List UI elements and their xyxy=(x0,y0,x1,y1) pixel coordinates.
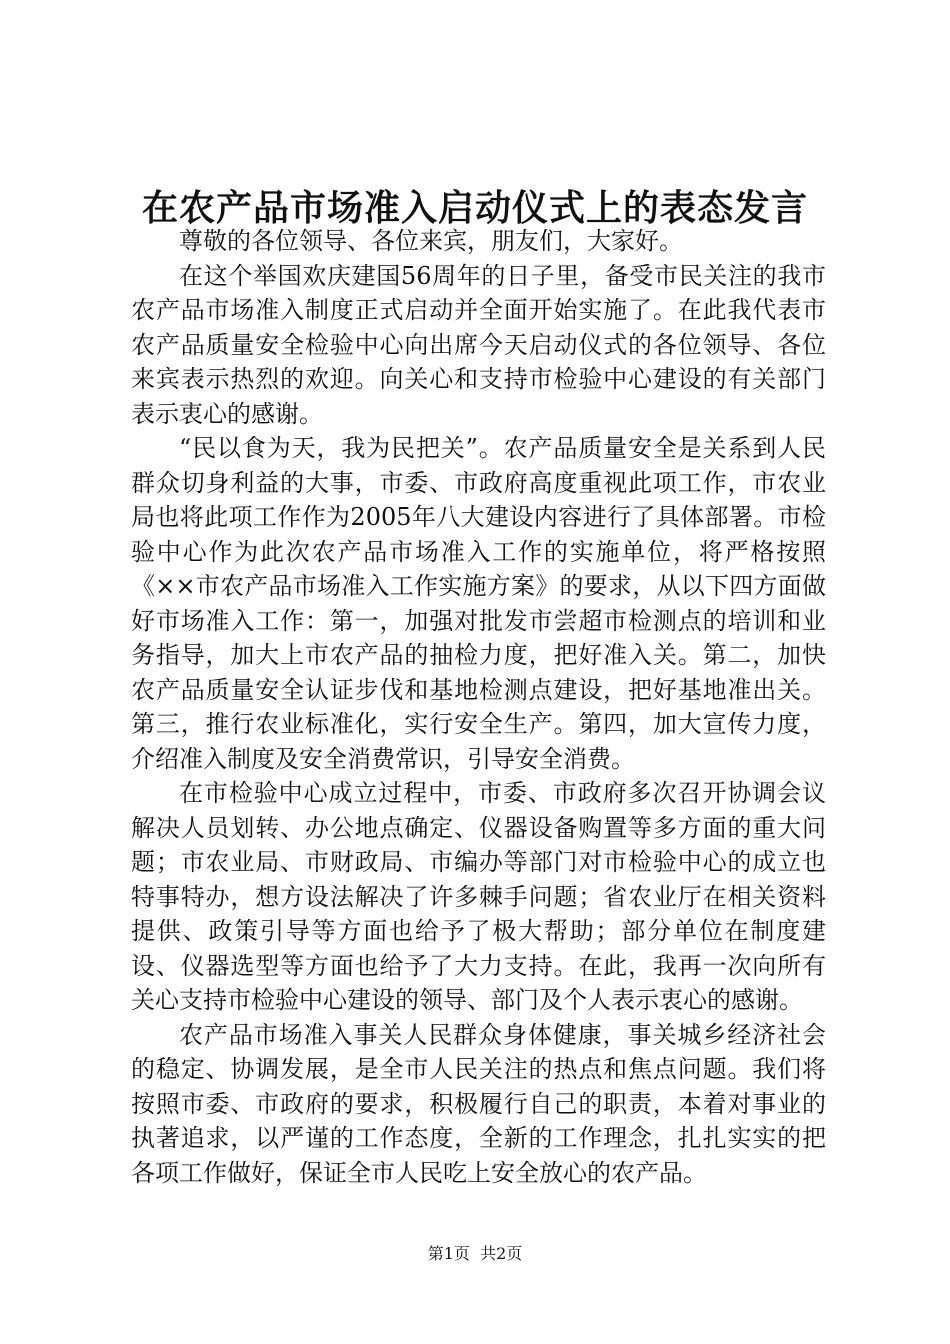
paragraph: 农产品市场准入事关人民群众身体健康，事关城乡经济社会的稳定、协调发展，是全市人民关注的热点和焦点问题。我们将按照市委、市政府的要求，积极履行自己的职责，本着对事业的执著追求，以严谨的工作态度，全新的工作理念，扎扎实实的把各项工作做好，保证全市人民吃上安全放心的农产品。 xyxy=(131,1020,826,1187)
page-number: 第1页 共2页 xyxy=(427,1244,523,1263)
paragraph: “民以食为天，我为民把关”。农产品质量安全是关系到人民群众切身利益的大事，市委、市政府高度重视此项工作，市农业局也将此项工作作为2005年八大建设内容进行了具体部署。市检验中心作为此次农产品市场准入工作的实施单位，将严格按照《××市农产品市场准入工作实施方案》的要求，从以下四方面做好市场准入工作：第一，加强对批发市尝超市检测点的培训和业务指导，加大上市农产品的抽检力度，把好准入关。第二，加快农产品质量安全认证步伐和基地检测点建设，把好基地准出关。第三，推行农业标准化，实行安全生产。第四，加大宣传力度，介绍准入制度及安全消费常识，引导安全消费。 xyxy=(131,434,826,773)
document-body xyxy=(131,224,826,1190)
paragraph-greeting: 尊敬的各位领导、各位来宾，朋友们，大家好。 xyxy=(179,227,683,255)
paragraph: 在这个举国欢庆建国56周年的日子里，备受市民关注的我市农产品市场准入制度正式启动并全面开始实施了。在此我代表市农产品质量安全检验中心向出席今天启动仪式的各位领导、各位来宾表示热烈的欢迎。向关心和支持市检验中心建设的有关部门表示衷心的感谢。 xyxy=(131,261,826,428)
paragraph: 在市检验中心成立过程中，市委、市政府多次召开协调会议解决人员划转、办公地点确定、仪器设备购置等多方面的重大问题；市农业局、市财政局、市编办等部门对市检验中心的成立也特事特办，想方设法解决了许多棘手问题；省农业厅在相关资料提供、政策引导等方面也给予了极大帮助；部分单位在制度建设、仪器选型等方面也给予了大力支持。在此，我再一次向所有关心支持市检验中心建设的领导、部门及个人表示衷心的感谢。 xyxy=(131,779,826,1014)
document-title: 在农产品市场准入启动仪式上的表态发言 xyxy=(141,187,808,229)
